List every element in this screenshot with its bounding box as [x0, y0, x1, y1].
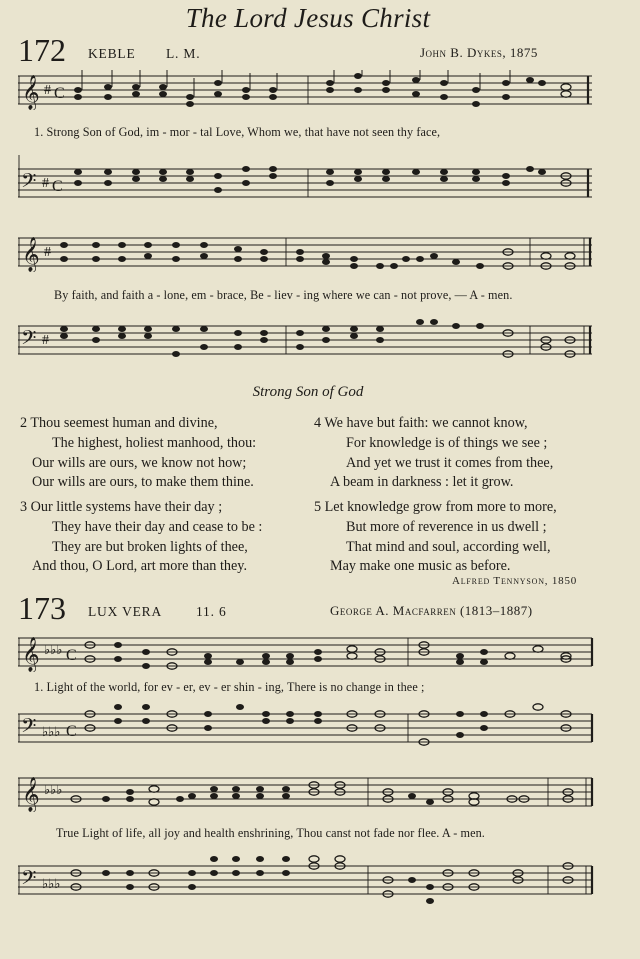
svg-text:𝄢: 𝄢	[21, 328, 37, 354]
poem-author: Alfred Tennyson, 1850	[452, 575, 578, 587]
stanza-line: And thou, O Lord, art more than they.	[32, 558, 247, 575]
stanza-line: The highest, holiest manhood, thou:	[52, 434, 257, 451]
lyric-173-line-2: True Light of life, all joy and health enshrining, Thou canst not fade nor flee. A - men.	[56, 826, 485, 840]
tune-name-lux-vera: LUX VERA	[88, 604, 163, 619]
svg-text:#: #	[42, 333, 49, 348]
stanza-line: They are but broken lights of thee,	[52, 538, 248, 555]
svg-text:♭♭♭: ♭♭♭	[42, 724, 61, 739]
staff-treble-172-1	[18, 70, 594, 110]
stanza-4	[314, 414, 553, 493]
staff-treble-173-1	[18, 632, 594, 672]
stanza-number: 3	[20, 499, 28, 515]
svg-text:♭♭♭: ♭♭♭	[44, 782, 63, 797]
svg-text:♭♭♭: ♭♭♭	[44, 642, 63, 657]
stanza-line: For knowledge is of things we see ;	[346, 434, 548, 451]
svg-text:♭♭♭: ♭♭♭	[42, 876, 61, 891]
staff-treble-173-2	[18, 772, 594, 812]
stanza-line: And yet we trust it comes from thee,	[346, 454, 554, 471]
stanza-3	[20, 498, 262, 577]
meter-172: L. M.	[166, 46, 201, 61]
svg-text:𝄞: 𝄞	[22, 76, 40, 109]
lyric-173-line-1: 1. Light of the world, for ev - er, ev - er shin - ing, There is no change in thee ;	[34, 680, 425, 694]
stanza-line: Thou seemest human and divine,	[30, 415, 218, 431]
stanza-2	[20, 414, 256, 493]
svg-text:𝄞: 𝄞	[22, 638, 40, 671]
svg-text:C: C	[66, 723, 77, 740]
staff-treble-172-2	[18, 232, 594, 272]
page-title: The Lord Jesus Christ	[185, 3, 431, 33]
stanza-line: A beam in darkness : let it grow.	[330, 474, 514, 491]
stanza-line: May make one music as before.	[330, 558, 511, 575]
lyric-172-line-1: 1. Strong Son of God, im - mor - tal Love, Whom we, that have not seen thy face,	[34, 125, 441, 139]
staff-bass-173-2	[18, 846, 594, 912]
svg-text:𝄢: 𝄢	[21, 171, 37, 197]
stanza-number: 4	[314, 415, 322, 431]
svg-text:𝄢: 𝄢	[21, 716, 37, 742]
svg-text:𝄞: 𝄞	[22, 778, 40, 811]
svg-text:#: #	[42, 176, 49, 191]
stanza-line: Our wills are ours, to make them thine.	[32, 474, 254, 491]
poem-title: Strong Son of God	[252, 384, 364, 400]
stanza-line: That mind and soul, according well,	[346, 538, 551, 555]
stanza-line: They have their day and cease to be :	[52, 518, 263, 535]
composer-173: George A. Macfarren (1813–1887)	[330, 603, 533, 618]
svg-text:C: C	[66, 647, 77, 664]
staff-bass-173-1	[18, 700, 594, 750]
stanza-line: Our wills are ours, we know not how;	[32, 454, 247, 471]
svg-text:C: C	[54, 85, 65, 102]
svg-text:#: #	[44, 83, 51, 98]
tune-name-keble: KEBLE	[88, 46, 136, 61]
svg-text:𝄢: 𝄢	[21, 868, 37, 894]
staff-bass-172-2	[18, 312, 594, 362]
staff-bass-172-1	[18, 155, 594, 199]
hymn-number-173: 173	[18, 590, 66, 626]
meter-173: 11. 6	[196, 604, 227, 619]
stanza-line: We have but faith: we cannot know,	[324, 415, 528, 431]
stanza-number: 5	[314, 499, 322, 515]
stanza-line: Our little systems have their day ;	[30, 499, 223, 515]
stanza-line: Let knowledge grow from more to more,	[324, 499, 557, 515]
svg-text:𝄞: 𝄞	[22, 238, 40, 271]
svg-text:#: #	[44, 245, 51, 260]
hymn-number-172: 172	[18, 32, 66, 68]
composer-172: John B. Dykes, 1875	[420, 45, 538, 60]
stanza-line: But more of reverence in us dwell ;	[346, 518, 547, 535]
stanza-5	[314, 498, 557, 577]
lyric-172-line-2: By faith, and faith a - lone, em - brace, Be - liev - ing where we can - not prove, — A - men.	[54, 288, 513, 302]
svg-text:C: C	[52, 178, 63, 195]
stanza-number: 2	[20, 415, 28, 431]
